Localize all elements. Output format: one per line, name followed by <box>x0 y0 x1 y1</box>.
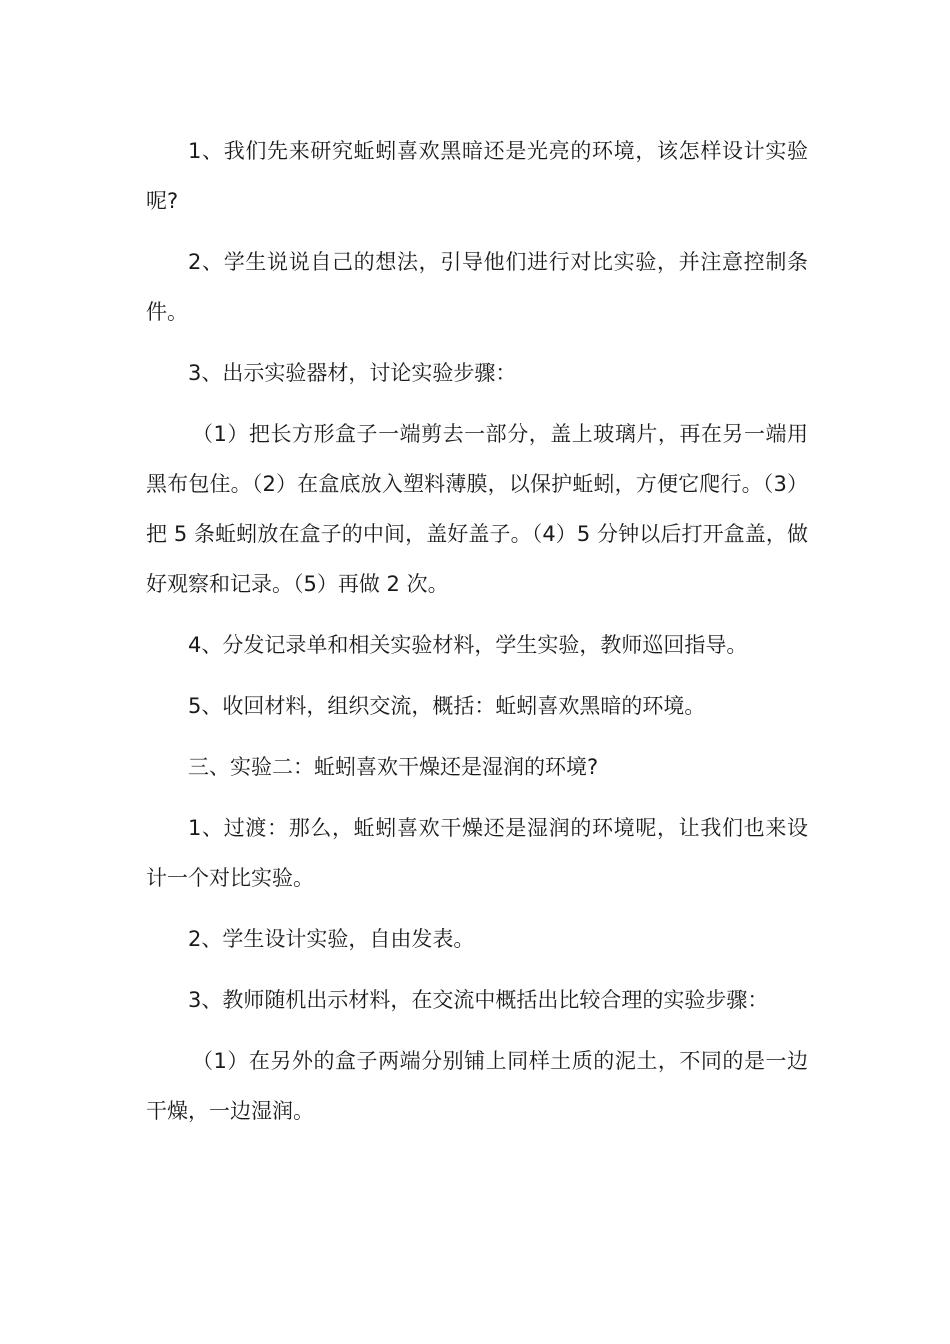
paragraph-student-ideas: 2、学生说说自己的想法，引导他们进行对比实验，并注意控制条件。 <box>146 250 808 324</box>
paragraph-teacher-materials: 3、教师随机出示材料，在交流中概括出比较合理的实验步骤： <box>188 988 769 1012</box>
paragraph-step-one-soil: （1）在另外的盒子两端分别铺上同样土质的泥土，不同的是一边干燥，一边湿润。 <box>146 1049 808 1123</box>
paragraph-collect-conclude: 5、收回材料，组织交流，概括：蚯蚓喜欢黑暗的环境。 <box>188 694 706 718</box>
paragraph-experiment-steps: （1）把长方形盒子一端剪去一部分，盖上玻璃片，再在另一端用黑布包住。（2）在盒底放入塑料薄膜，以保护蚯蚓，方便它爬行。（3）把 5 条蚯蚓放在盒子的中间，盖好盖子。（4）5 分钟以后打开盒盖，做好观察和记录。（5）再做 2 次。 <box>146 422 808 596</box>
section-heading-experiment-two: 三、实验二：蚯蚓喜欢干燥还是湿润的环境? <box>188 755 599 779</box>
paragraph-transition: 1、过渡：那么，蚯蚓喜欢干燥还是湿润的环境呢，让我们也来设计一个对比实验。 <box>146 816 808 890</box>
paragraph-show-equipment: 3、出示实验器材，讨论实验步骤： <box>188 361 517 385</box>
paragraph-distribute-materials: 4、分发记录单和相关实验材料，学生实验，教师巡回指导。 <box>188 633 748 657</box>
document-body <box>146 126 808 1147</box>
paragraph-question-dark-light: 1、我们先来研究蚯蚓喜欢黑暗还是光亮的环境，该怎样设计实验呢? <box>146 139 808 213</box>
paragraph-student-design: 2、学生设计实验，自由发表。 <box>188 927 475 951</box>
